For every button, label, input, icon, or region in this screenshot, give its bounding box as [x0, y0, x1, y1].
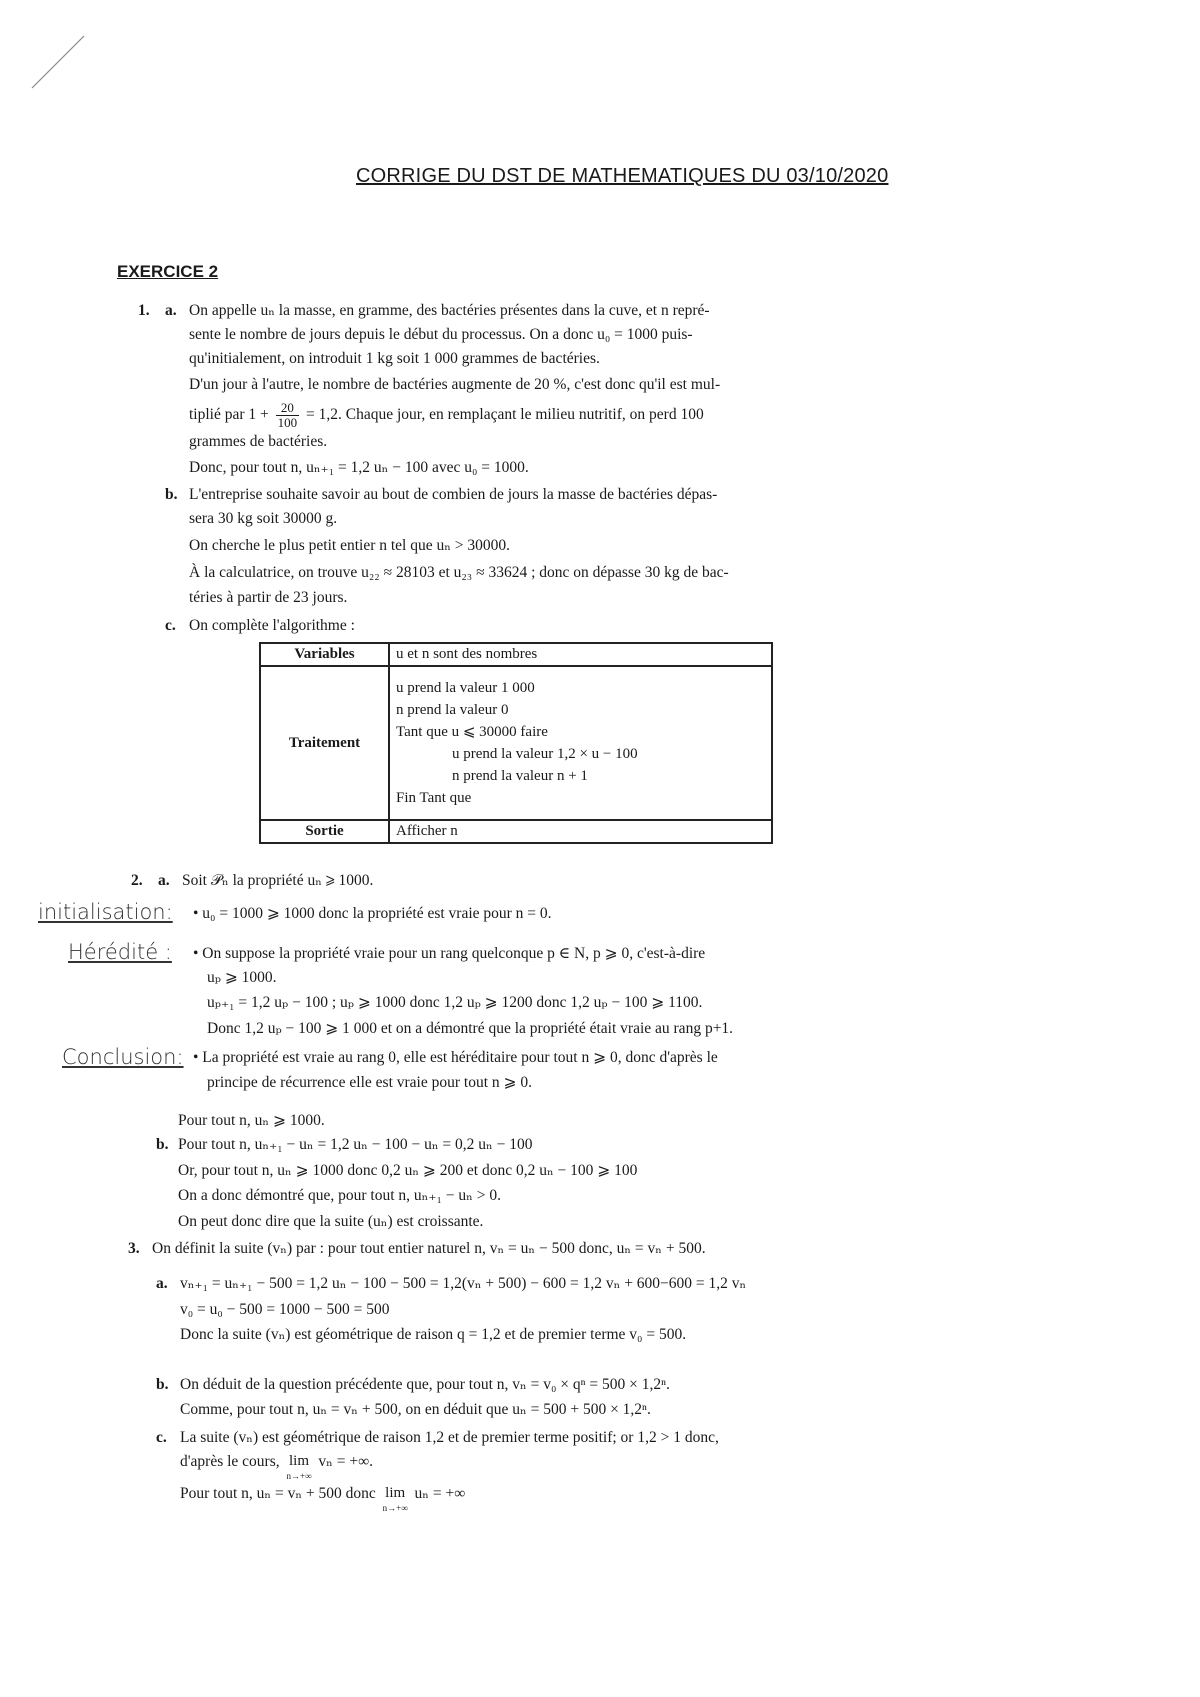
question-3-number: 3. — [128, 1240, 140, 1257]
table-header-cell: Sortie — [260, 820, 389, 843]
algorithm-line: u prend la valeur 1,2 × u − 100 — [452, 746, 638, 762]
document-title: CORRIGE DU DST DE MATHEMATIQUES DU 03/10/2020 — [356, 165, 889, 187]
table-header-cell: Variables — [260, 643, 389, 666]
paragraph-line: Pour tout n, uₙ ⩾ 1000. — [178, 1112, 325, 1129]
paragraph-line: v₀ = u₀ − 500 = 1000 − 500 = 500 — [180, 1301, 390, 1318]
paragraph-line: vₙ₊₁ = uₙ₊₁ − 500 = 1,2 uₙ − 100 − 500 = 1,2(vₙ + 500) − 600 = 1,2 vₙ + 600−600 = 1,2 vₙ — [180, 1275, 747, 1292]
limit-subscript: n→+∞ — [382, 1503, 408, 1513]
paragraph-line: Comme, pour tout n, uₙ = vₙ + 500, on en déduit que uₙ = 500 + 500 × 1,2ⁿ. — [180, 1401, 651, 1418]
question-3c-label: c. — [156, 1429, 167, 1446]
algorithm-table — [259, 642, 773, 844]
paragraph-line: Donc, pour tout n, uₙ₊₁ = 1,2 uₙ − 100 avec u₀ = 1000. — [189, 459, 529, 476]
table-cell — [389, 666, 772, 820]
paragraph-line-with-limit — [180, 1452, 373, 1482]
question-2-number: 2. — [131, 872, 143, 889]
paragraph-line-with-limit — [180, 1484, 465, 1514]
table-cell: u et n sont des nombres — [389, 643, 772, 666]
paragraph-line: On déduit de la question précédente que, pour tout n, vₙ = v₀ × qⁿ = 500 × 1,2ⁿ. — [180, 1376, 670, 1393]
text-fragment: d'après le cours, — [180, 1453, 280, 1470]
paragraph-line: On peut donc dire que la suite (uₙ) est croissante. — [178, 1213, 484, 1230]
paragraph-line: À la calculatrice, on trouve u₂₂ ≈ 28103 et u₂₃ ≈ 33624 ; donc on dépasse 30 kg de bac- — [189, 564, 729, 581]
algorithm-line: Fin Tant que — [396, 790, 472, 806]
paragraph-line: uₚ₊₁ = 1,2 uₚ − 100 ; uₚ ⩾ 1000 donc 1,2 uₚ ⩾ 1200 donc 1,2 uₚ − 100 ⩾ 1100. — [207, 994, 703, 1011]
paragraph-line: • La propriété est vraie au rang 0, elle est héréditaire pour tout n ⩾ 0, donc d'après le — [193, 1049, 718, 1066]
paragraph-line: principe de récurrence elle est vraie pour tout n ⩾ 0. — [207, 1074, 533, 1091]
question-1-number: 1. — [138, 302, 150, 319]
paragraph-line: qu'initialement, on introduit 1 kg soit 1 000 grammes de bactéries. — [189, 350, 600, 367]
paragraph-line: • u₀ = 1000 ⩾ 1000 donc la propriété est vraie pour n = 0. — [193, 905, 552, 922]
table-header-cell: Traitement — [260, 666, 389, 820]
paragraph-line: grammes de bactéries. — [189, 433, 328, 450]
limit-operator — [287, 1452, 312, 1482]
paragraph-line: La suite (vₙ) est géométrique de raison 1,2 et de premier terme positif; or 1,2 > 1 donc, — [180, 1429, 719, 1446]
algorithm-line: n prend la valeur 0 — [396, 702, 509, 718]
algorithm-line: Tant que u ⩽ 30000 faire — [396, 724, 548, 740]
paragraph-line: Pour tout n, uₙ₊₁ − uₙ = 1,2 uₙ − 100 − uₙ = 0,2 uₙ − 100 — [178, 1136, 533, 1153]
paragraph-line: D'un jour à l'autre, le nombre de bactéries augmente de 20 %, c'est donc qu'il est mul- — [189, 376, 721, 393]
paragraph-line-with-fraction — [189, 401, 704, 430]
handwritten-annotation-initialisation: initialisation: — [38, 900, 173, 924]
question-2b-label: b. — [156, 1136, 169, 1153]
fraction-numerator: 20 — [276, 401, 300, 416]
paragraph-line: uₚ ⩾ 1000. — [207, 969, 277, 986]
question-3b-label: b. — [156, 1376, 169, 1393]
table-cell: Afficher n — [389, 820, 772, 843]
paragraph-line: On définit la suite (vₙ) par : pour tout entier naturel n, vₙ = uₙ − 500 donc, uₙ = vₙ + 500. — [152, 1240, 706, 1257]
exercise-title: EXERCICE 2 — [117, 262, 219, 281]
paragraph-line: On appelle uₙ la masse, en gramme, des bactéries présentes dans la cuve, et n repré- — [189, 302, 710, 319]
paragraph-line: téries à partir de 23 jours. — [189, 589, 348, 606]
handwritten-annotation-conclusion: Conclusion: — [62, 1045, 184, 1069]
question-1b-label: b. — [165, 486, 178, 503]
question-1a-label: a. — [165, 302, 177, 319]
fraction — [276, 401, 300, 430]
paragraph-line: On complète l'algorithme : — [189, 617, 355, 634]
text-fragment: = 1,2. Chaque jour, en remplaçant le milieu nutritif, on perd 100 — [306, 406, 704, 424]
paragraph-line: • On suppose la propriété vraie pour un rang quelconque p ∈ N, p ⩾ 0, c'est-à-dire — [193, 945, 706, 962]
question-3a-label: a. — [156, 1275, 168, 1292]
paragraph-line: Soit 𝒫ₙ la propriété uₙ ⩾ 1000. — [182, 872, 374, 889]
limit-word: lim — [289, 1453, 310, 1469]
paragraph-line: On a donc démontré que, pour tout n, uₙ₊₁ − uₙ > 0. — [178, 1187, 501, 1204]
paragraph-line: On cherche le plus petit entier n tel que uₙ > 30000. — [189, 537, 511, 554]
algorithm-line: n prend la valeur n + 1 — [452, 768, 588, 784]
table-row — [260, 820, 772, 843]
text-fragment: uₙ = +∞ — [414, 1485, 466, 1502]
paragraph-line: Or, pour tout n, uₙ ⩾ 1000 donc 0,2 uₙ ⩾ 200 et donc 0,2 uₙ − 100 ⩾ 100 — [178, 1162, 638, 1179]
scan-stroke-mark — [28, 32, 88, 92]
table-row — [260, 666, 772, 820]
limit-word: lim — [385, 1485, 406, 1501]
algorithm-line: u prend la valeur 1 000 — [396, 680, 535, 696]
question-1c-label: c. — [165, 617, 176, 634]
text-fragment: Pour tout n, uₙ = vₙ + 500 donc — [180, 1485, 376, 1502]
table-row — [260, 643, 772, 666]
paragraph-line: L'entreprise souhaite savoir au bout de combien de jours la masse de bactéries dépas- — [189, 486, 718, 503]
limit-operator — [383, 1484, 408, 1514]
paragraph-line: sente le nombre de jours depuis le début du processus. On a donc u₀ = 1000 puis- — [189, 326, 693, 343]
paragraph-line: sera 30 kg soit 30000 g. — [189, 510, 338, 527]
text-fragment: vₙ = +∞. — [318, 1453, 374, 1470]
question-2a-label: a. — [158, 872, 170, 889]
limit-subscript: n→+∞ — [286, 1471, 312, 1481]
paragraph-line: Donc la suite (vₙ) est géométrique de raison q = 1,2 et de premier terme v₀ = 500. — [180, 1326, 687, 1343]
text-fragment: tiplié par 1 + — [189, 406, 269, 424]
paragraph-line: Donc 1,2 uₚ − 100 ⩾ 1 000 et on a démontré que la propriété était vraie au rang p+1. — [207, 1020, 734, 1037]
fraction-denominator: 100 — [277, 415, 298, 430]
handwritten-annotation-heredite: Hérédité : — [68, 940, 172, 964]
